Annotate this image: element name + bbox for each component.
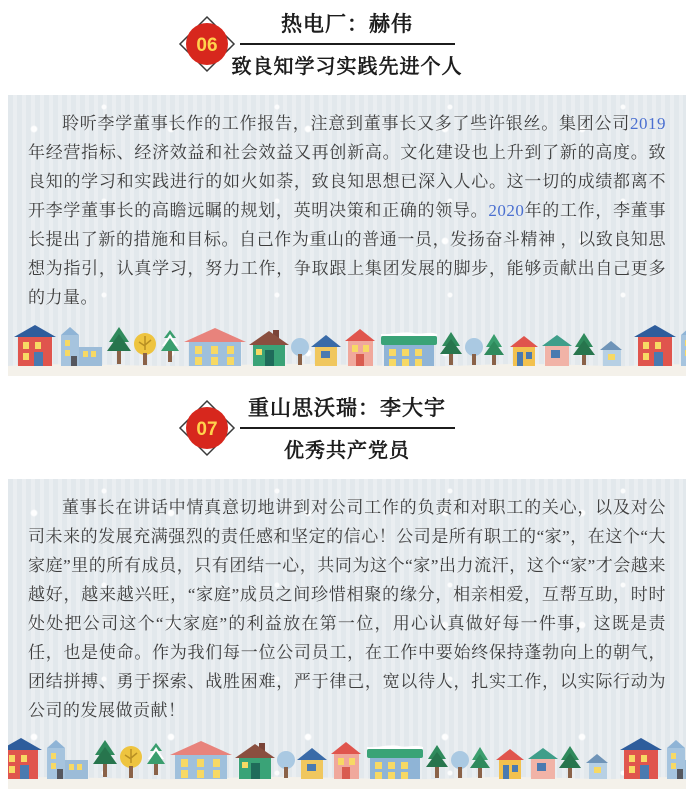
award-text-block-06 [8, 95, 686, 376]
award-number-badge-icon [178, 399, 236, 457]
snow-town-decoration [8, 733, 686, 789]
snow-town-decoration [8, 320, 686, 376]
award-title: 优秀共产党员 [284, 440, 410, 462]
award-title: 致良知学习实践先进个人 [231, 56, 463, 78]
town-tile-graphic [614, 738, 686, 789]
award-author: 重山思沃瑞：李大宇 [248, 396, 446, 420]
badge-number: 07 [195, 419, 218, 440]
award-header-06 [195, 2, 463, 89]
award-header-07 [195, 386, 455, 473]
town-tile-graphic [628, 325, 686, 376]
award-text-block-07 [8, 479, 686, 789]
award-paragraph: 董事长在讲话中情真意切地讲到对公司工作的负责和对职工的关心，以及对公司未来的发展充满强烈的责任感和坚定的信心！公司是所有职工的“家”，在这个“大家庭”里的所有成员，只有团结一心，共同为这个“家”出力流汗，这个“家”才会越来越好，越来越兴旺，“家庭”成员之间珍惜相聚的缘分，相亲相爱，互帮互助，时时处处把公司这个“大家庭”的利益放在第一位，用心认真做好每一件事，这既是责任，也是使命。作为我们每一位公司员工，在工作中要始终保持蓬勃向上的朝气，团结拼搏、勇于探索、战胜困难，严于律己，宽以待人，扎实工作，以实际行动为公司的发展做贡献！ [28, 498, 666, 720]
town-tile-graphic [8, 738, 614, 789]
award-number-badge-icon [178, 15, 236, 73]
badge-number: 06 [195, 35, 218, 56]
award-author: 热电厂：赫伟 [281, 12, 413, 36]
award-paragraph: 聆听李学董事长作的工作报告，注意到董事长又多了些许银丝。集团公司2019年经营指标、经济效益和社会效益又再创新高。文化建设也上升到了新的高度。致良知的学习和实践进行的如火如荼，致良知思想已深入人心。这一切的成绩都离不开李学董事长的高瞻远瞩的规划，英明决策和正确的领导。2020年的工作，李董事长提出了新的措施和目标。自己作为重山的普通一员，发扬奋斗精神 ，以致良知思想为指引，认真学习，努力工作，争取跟上集团发展的脚步，能够贡献出自己更多的力量。 [28, 114, 667, 307]
town-tile-graphic [8, 325, 628, 376]
